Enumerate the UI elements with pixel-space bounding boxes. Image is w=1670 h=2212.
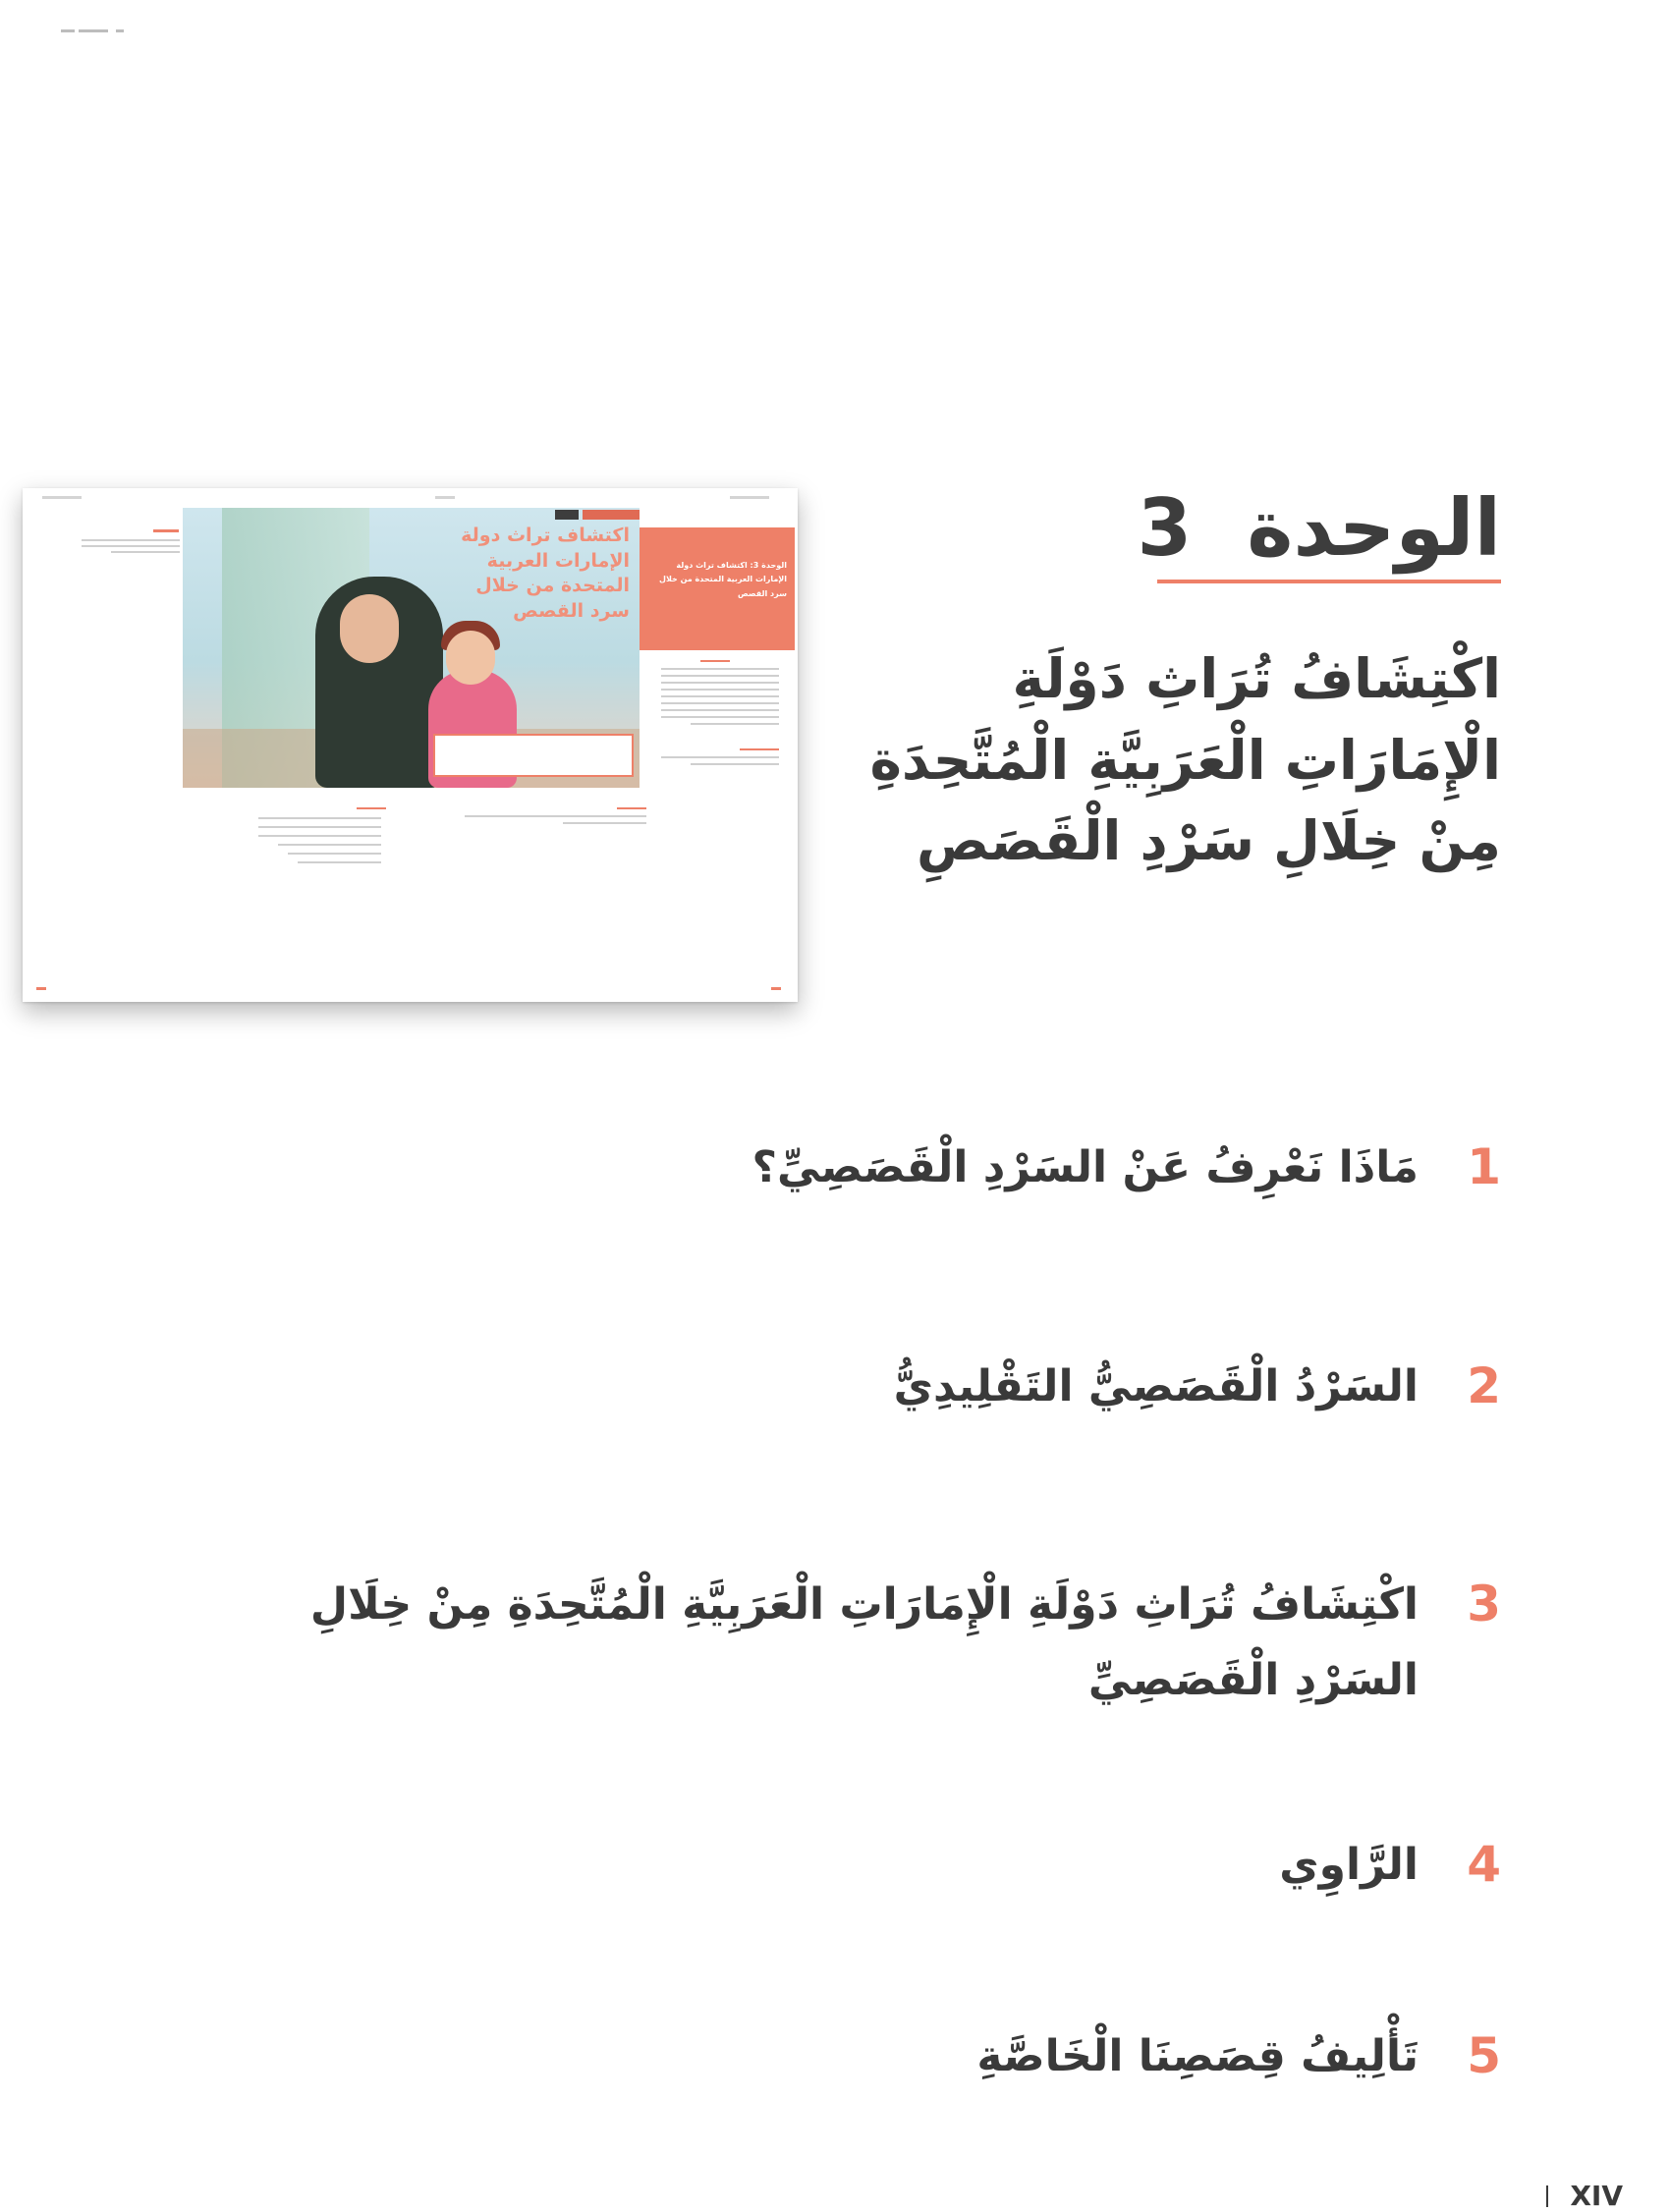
contents-item-title: السَرْدُ الْقَصَصِيُّ التَقْلِيدِيُّ (893, 1361, 1419, 1411)
thumb-illustration (183, 508, 640, 788)
contents-item[interactable] (894, 1349, 1501, 1425)
contents-item[interactable] (240, 1567, 1501, 1718)
thumb-illustration-title: اكتشاف تراث دولة الإمارات العربية المتحدة من خلال سرد القصص (461, 525, 630, 622)
unit-title-line: اكْتِشَافُ تُرَاثِ دَوْلَةِ (1012, 647, 1501, 710)
thumb-question-box (433, 734, 634, 777)
contents-item-number: 4 (1467, 1836, 1501, 1893)
corner-mark (61, 29, 149, 33)
unit-title (715, 638, 1501, 882)
unit-word: الوحدة (1247, 482, 1501, 574)
thumb-header-line (435, 496, 455, 499)
contents-item[interactable] (752, 1130, 1501, 1206)
contents-item-number: 2 (1467, 1357, 1501, 1414)
thumb-side-title (153, 529, 179, 532)
contents-item[interactable] (976, 2018, 1501, 2095)
unit-number: 3 (1137, 482, 1193, 574)
contents-item-title: مَاذَا نَعْرِفُ عَنْ السَرْدِ الْقَصَصِيِّ؟ (752, 1142, 1419, 1192)
contents-item-title: تَأْلِيفُ قِصَصِنَا الْخَاصَّةِ (976, 2031, 1419, 2081)
page-number-divider (1546, 2185, 1548, 2207)
unit-title-line: الْإِمَارَاتِ الْعَرَبِيَّةِ الْمُتَّحِدَةِ (869, 728, 1501, 792)
unit-heading-underline (1157, 580, 1501, 583)
page-number (1546, 2180, 1623, 2212)
unit-heading (1137, 479, 1501, 578)
thumb-panel-heading: الوحدة 3: اكتشاف تراث دولة الإمارات العربية المتحدة من خلال سرد القصص (659, 561, 787, 598)
thumb-header-line (42, 496, 82, 499)
contents-item-title: الرَّاوِي (1279, 1840, 1419, 1890)
thumb-unit-panel (640, 527, 795, 650)
contents-item-title: اكْتِشَافُ تُرَاثِ دَوْلَةِ الْإِمَارَاتِ الْعَرَبِيَّةِ الْمُتَّحِدَةِ مِنْ خِلَالِ السَرْدِ الْقَصَصِيِّ (309, 1579, 1419, 1705)
contents-item-number: 5 (1467, 2027, 1501, 2084)
contents-item-number: 1 (1467, 1138, 1501, 1195)
unit-spread-thumbnail (23, 488, 798, 1002)
contents-item-number: 3 (1467, 1576, 1501, 1632)
thumb-header-line (730, 496, 769, 499)
contents-item[interactable] (1279, 1827, 1501, 1904)
page-number-text: XIV (1570, 2180, 1623, 2212)
unit-title-line: مِنْ خِلَالِ سَرْدِ الْقَصَصِ (917, 809, 1501, 872)
